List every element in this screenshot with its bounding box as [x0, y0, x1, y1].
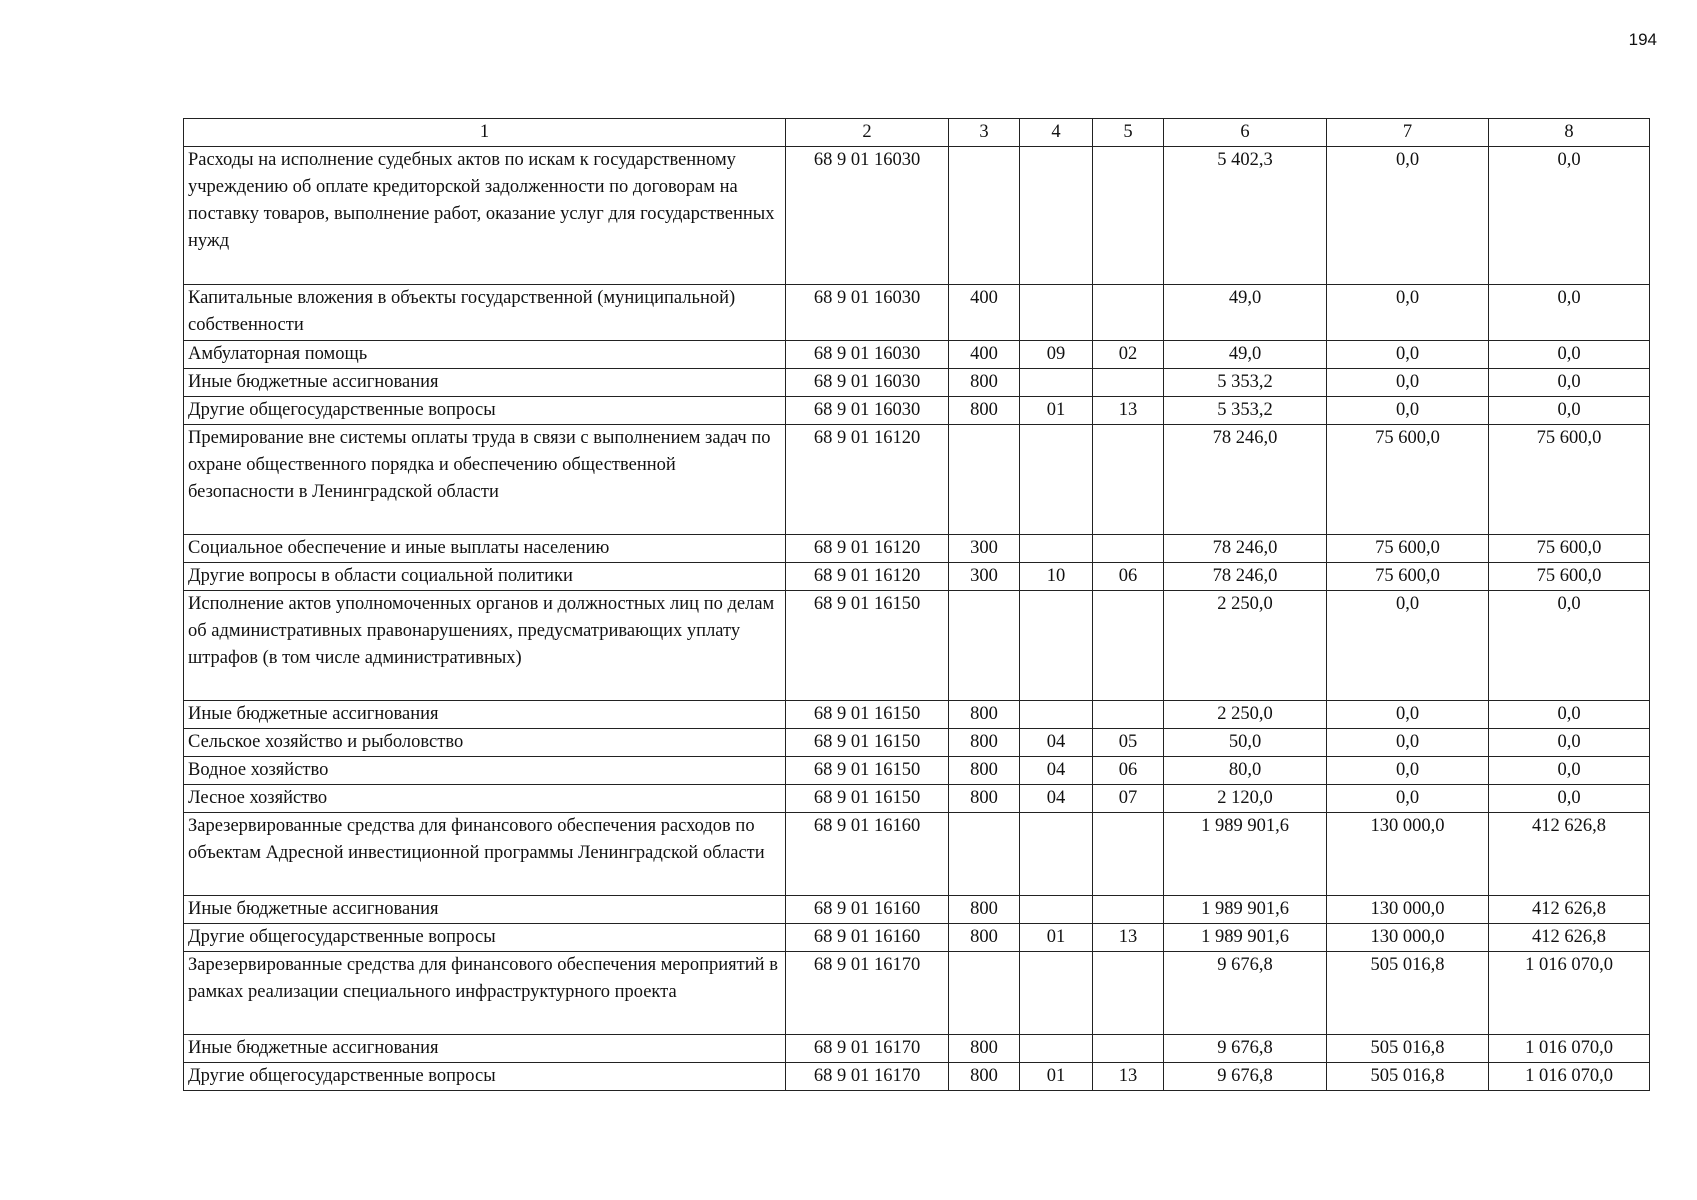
- amount-col8: 412 626,8: [1489, 896, 1650, 924]
- amount-col7: 505 016,8: [1327, 1063, 1489, 1091]
- column-header: 7: [1327, 119, 1489, 147]
- column-header: 1: [184, 119, 786, 147]
- table-row: [184, 285, 1650, 341]
- row-name: Водное хозяйство: [184, 757, 786, 785]
- table-row: [184, 1035, 1650, 1063]
- table-row: [184, 1063, 1650, 1091]
- row-name: Лесное хозяйство: [184, 785, 786, 813]
- subsection: [1093, 369, 1164, 397]
- row-name: Другие общегосударственные вопросы: [184, 1063, 786, 1091]
- expense-type: [949, 952, 1020, 1035]
- target-code: 68 9 01 16170: [786, 1035, 949, 1063]
- row-name: Другие вопросы в области социальной политики: [184, 563, 786, 591]
- row-name: Зарезервированные средства для финансового обеспечения мероприятий в рамках реализации специального инфраструктурного проекта: [184, 952, 786, 1035]
- section: [1020, 591, 1093, 701]
- row-name: Иные бюджетные ассигнования: [184, 1035, 786, 1063]
- amount-col7: 75 600,0: [1327, 563, 1489, 591]
- subsection: [1093, 813, 1164, 896]
- table-row: [184, 729, 1650, 757]
- amount-col6: 50,0: [1164, 729, 1327, 757]
- column-header: 2: [786, 119, 949, 147]
- subsection: 06: [1093, 563, 1164, 591]
- amount-col7: 0,0: [1327, 285, 1489, 341]
- amount-col6: 2 250,0: [1164, 701, 1327, 729]
- expense-type: [949, 591, 1020, 701]
- subsection: [1093, 285, 1164, 341]
- subsection: 05: [1093, 729, 1164, 757]
- amount-col8: 0,0: [1489, 285, 1650, 341]
- subsection: 07: [1093, 785, 1164, 813]
- row-name: Премирование вне системы оплаты труда в связи с выполнением задач по охране общественного порядка и обеспечению общественной безопасности в Ленинградской области: [184, 425, 786, 535]
- row-name: Исполнение актов уполномоченных органов и должностных лиц по делам об административных правонарушениях, предусматривающих уплату штрафов (в том числе административных): [184, 591, 786, 701]
- row-name: Расходы на исполнение судебных актов по искам к государственному учреждению об оплате кредиторской задолженности по договорам на поставку товаров, выполнение работ, оказание услуг для государственных нужд: [184, 147, 786, 285]
- amount-col8: 0,0: [1489, 591, 1650, 701]
- expense-type: 800: [949, 785, 1020, 813]
- amount-col8: 1 016 070,0: [1489, 952, 1650, 1035]
- target-code: 68 9 01 16170: [786, 952, 949, 1035]
- subsection: 13: [1093, 1063, 1164, 1091]
- section: [1020, 1035, 1093, 1063]
- target-code: 68 9 01 16160: [786, 924, 949, 952]
- subsection: [1093, 952, 1164, 1035]
- row-name: Иные бюджетные ассигнования: [184, 369, 786, 397]
- amount-col7: 0,0: [1327, 729, 1489, 757]
- table-row: [184, 341, 1650, 369]
- section: 01: [1020, 397, 1093, 425]
- target-code: 68 9 01 16030: [786, 147, 949, 285]
- amount-col8: 412 626,8: [1489, 924, 1650, 952]
- amount-col8: 0,0: [1489, 757, 1650, 785]
- amount-col8: 0,0: [1489, 397, 1650, 425]
- target-code: 68 9 01 16120: [786, 563, 949, 591]
- row-name: Зарезервированные средства для финансового обеспечения расходов по объектам Адресной инвестиционной программы Ленинградской области: [184, 813, 786, 896]
- subsection: [1093, 1035, 1164, 1063]
- section: 04: [1020, 757, 1093, 785]
- subsection: [1093, 896, 1164, 924]
- section: [1020, 896, 1093, 924]
- table-row: [184, 563, 1650, 591]
- amount-col7: 75 600,0: [1327, 535, 1489, 563]
- target-code: 68 9 01 16030: [786, 369, 949, 397]
- amount-col7: 0,0: [1327, 757, 1489, 785]
- target-code: 68 9 01 16120: [786, 425, 949, 535]
- amount-col6: 2 250,0: [1164, 591, 1327, 701]
- section: 04: [1020, 729, 1093, 757]
- section: [1020, 701, 1093, 729]
- target-code: 68 9 01 16030: [786, 285, 949, 341]
- target-code: 68 9 01 16160: [786, 813, 949, 896]
- target-code: 68 9 01 16150: [786, 701, 949, 729]
- amount-col7: 130 000,0: [1327, 813, 1489, 896]
- budget-table: [183, 118, 1650, 1091]
- subsection: 13: [1093, 924, 1164, 952]
- table-row: [184, 757, 1650, 785]
- amount-col6: 49,0: [1164, 285, 1327, 341]
- amount-col6: 9 676,8: [1164, 952, 1327, 1035]
- amount-col8: 0,0: [1489, 701, 1650, 729]
- table-row: [184, 425, 1650, 535]
- amount-col6: 9 676,8: [1164, 1063, 1327, 1091]
- target-code: 68 9 01 16150: [786, 785, 949, 813]
- amount-col6: 78 246,0: [1164, 425, 1327, 535]
- expense-type: 300: [949, 535, 1020, 563]
- row-name: Социальное обеспечение и иные выплаты населению: [184, 535, 786, 563]
- table-row: [184, 785, 1650, 813]
- target-code: 68 9 01 16030: [786, 397, 949, 425]
- section: [1020, 535, 1093, 563]
- target-code: 68 9 01 16150: [786, 729, 949, 757]
- section: [1020, 147, 1093, 285]
- target-code: 68 9 01 16150: [786, 591, 949, 701]
- section: [1020, 285, 1093, 341]
- table-row: [184, 813, 1650, 896]
- target-code: 68 9 01 16160: [786, 896, 949, 924]
- column-header: 3: [949, 119, 1020, 147]
- subsection: [1093, 535, 1164, 563]
- amount-col6: 49,0: [1164, 341, 1327, 369]
- expense-type: 800: [949, 924, 1020, 952]
- page-number: 194: [1628, 30, 1657, 49]
- expense-type: 400: [949, 341, 1020, 369]
- table-row: [184, 952, 1650, 1035]
- amount-col7: 505 016,8: [1327, 1035, 1489, 1063]
- amount-col8: 1 016 070,0: [1489, 1063, 1650, 1091]
- column-header: 6: [1164, 119, 1327, 147]
- target-code: 68 9 01 16030: [786, 341, 949, 369]
- expense-type: 800: [949, 397, 1020, 425]
- section: [1020, 952, 1093, 1035]
- expense-type: 400: [949, 285, 1020, 341]
- amount-col6: 9 676,8: [1164, 1035, 1327, 1063]
- subsection: 02: [1093, 341, 1164, 369]
- amount-col6: 1 989 901,6: [1164, 924, 1327, 952]
- table-row: [184, 896, 1650, 924]
- amount-col8: 0,0: [1489, 341, 1650, 369]
- expense-type: 800: [949, 729, 1020, 757]
- row-name: Капитальные вложения в объекты государственной (муниципальной) собственности: [184, 285, 786, 341]
- amount-col6: 1 989 901,6: [1164, 813, 1327, 896]
- expense-type: 800: [949, 757, 1020, 785]
- expense-type: [949, 147, 1020, 285]
- section: [1020, 813, 1093, 896]
- amount-col6: 5 353,2: [1164, 369, 1327, 397]
- target-code: 68 9 01 16120: [786, 535, 949, 563]
- amount-col8: 0,0: [1489, 785, 1650, 813]
- column-header: 4: [1020, 119, 1093, 147]
- section: 01: [1020, 924, 1093, 952]
- table-row: [184, 535, 1650, 563]
- table-row: [184, 397, 1650, 425]
- amount-col7: 0,0: [1327, 701, 1489, 729]
- row-name: Сельское хозяйство и рыболовство: [184, 729, 786, 757]
- table-row: [184, 147, 1650, 285]
- row-name: Амбулаторная помощь: [184, 341, 786, 369]
- amount-col7: 130 000,0: [1327, 896, 1489, 924]
- section: [1020, 425, 1093, 535]
- column-header: 5: [1093, 119, 1164, 147]
- section: 09: [1020, 341, 1093, 369]
- table-header-row: [184, 119, 1650, 147]
- amount-col7: 0,0: [1327, 369, 1489, 397]
- amount-col7: 75 600,0: [1327, 425, 1489, 535]
- row-name: Иные бюджетные ассигнования: [184, 701, 786, 729]
- expense-type: [949, 813, 1020, 896]
- table-row: [184, 369, 1650, 397]
- subsection: 13: [1093, 397, 1164, 425]
- section: 10: [1020, 563, 1093, 591]
- amount-col6: 2 120,0: [1164, 785, 1327, 813]
- expense-type: 800: [949, 896, 1020, 924]
- amount-col8: 412 626,8: [1489, 813, 1650, 896]
- amount-col7: 505 016,8: [1327, 952, 1489, 1035]
- section: 01: [1020, 1063, 1093, 1091]
- row-name: Другие общегосударственные вопросы: [184, 397, 786, 425]
- table-row: [184, 701, 1650, 729]
- row-name: Иные бюджетные ассигнования: [184, 896, 786, 924]
- row-name: Другие общегосударственные вопросы: [184, 924, 786, 952]
- amount-col6: 78 246,0: [1164, 535, 1327, 563]
- amount-col6: 1 989 901,6: [1164, 896, 1327, 924]
- amount-col6: 80,0: [1164, 757, 1327, 785]
- target-code: 68 9 01 16170: [786, 1063, 949, 1091]
- expense-type: 800: [949, 1063, 1020, 1091]
- subsection: [1093, 147, 1164, 285]
- amount-col8: 0,0: [1489, 147, 1650, 285]
- expense-type: 800: [949, 369, 1020, 397]
- amount-col8: 0,0: [1489, 729, 1650, 757]
- section: 04: [1020, 785, 1093, 813]
- amount-col7: 0,0: [1327, 147, 1489, 285]
- expense-type: [949, 425, 1020, 535]
- column-header: 8: [1489, 119, 1650, 147]
- amount-col8: 75 600,0: [1489, 535, 1650, 563]
- subsection: [1093, 591, 1164, 701]
- subsection: [1093, 701, 1164, 729]
- subsection: [1093, 425, 1164, 535]
- expense-type: 800: [949, 701, 1020, 729]
- target-code: 68 9 01 16150: [786, 757, 949, 785]
- amount-col8: 75 600,0: [1489, 563, 1650, 591]
- subsection: 06: [1093, 757, 1164, 785]
- section: [1020, 369, 1093, 397]
- amount-col8: 0,0: [1489, 369, 1650, 397]
- amount-col6: 5 353,2: [1164, 397, 1327, 425]
- table-row: [184, 591, 1650, 701]
- amount-col8: 1 016 070,0: [1489, 1035, 1650, 1063]
- expense-type: 800: [949, 1035, 1020, 1063]
- amount-col7: 0,0: [1327, 591, 1489, 701]
- expense-type: 300: [949, 563, 1020, 591]
- amount-col7: 0,0: [1327, 341, 1489, 369]
- amount-col7: 130 000,0: [1327, 924, 1489, 952]
- table-row: [184, 924, 1650, 952]
- amount-col8: 75 600,0: [1489, 425, 1650, 535]
- amount-col6: 78 246,0: [1164, 563, 1327, 591]
- amount-col7: 0,0: [1327, 397, 1489, 425]
- amount-col6: 5 402,3: [1164, 147, 1327, 285]
- amount-col7: 0,0: [1327, 785, 1489, 813]
